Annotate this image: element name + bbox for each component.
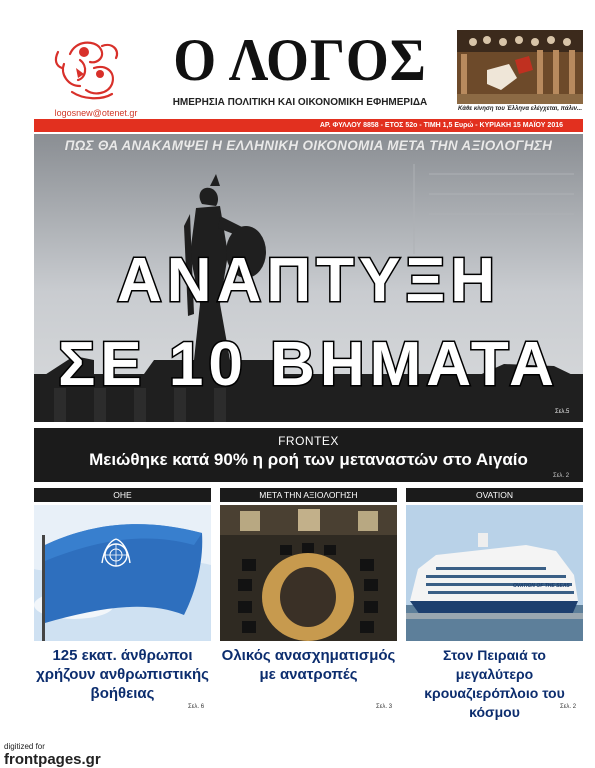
section-label-ovation: OVATION [406, 488, 583, 502]
digitized-label: digitized for [4, 742, 45, 751]
hero-kicker: ΠΩΣ ΘΑ ΑΝΑΚΑΜΨΕΙ Η ΕΛΛΗΝΙΚΗ ΟΙΚΟΝΟΜΙΑ ΜΕΤΑ ΤΗΝ ΑΞΙΟΛΟΓΗΣΗ [64, 138, 553, 153]
article-title-un: 125 εκατ. άνθρωποι χρήζουν ανθρωπιστικής βοήθειας [36, 647, 209, 702]
cartoon-illustration [457, 30, 583, 104]
frontex-kicker: FRONTEX [278, 434, 339, 448]
hero-headline-line1: ΑΝΑΠΤΥΞΗ [117, 246, 500, 315]
article-title-ovation: Στον Πειραιά το μεγαλύτερο κρουαζιερόπλοιο του κόσμου [424, 647, 565, 720]
page-ref-un: Σελ. 6 [188, 704, 205, 710]
article-title-evaluation: Ολικός ανασχηματισμός με ανατροπές [221, 647, 396, 683]
un-emblem-icon [96, 535, 136, 575]
section-label-evaluation: ΜΕΤΑ ΤΗΝ ΑΞΙΟΛΟΓΗΣΗ [220, 488, 397, 502]
newspaper-subtitle: ΗΜΕΡΗΣΙΑ ΠΟΛΙΤΙΚΗ ΚΑΙ ΟΙΚΟΝΟΜΙΚΗ ΕΦΗΜΕΡΙΔΑ [172, 97, 428, 108]
issue-info-bar: ΑΡ. ΦΥΛΛΟΥ 8858 - ΕΤΟΣ 52ο - ΤΙΜΗ 1,5 Ευρώ - ΚΥΡΙΑΚΗ 15 ΜΑΪΟΥ 2016 [34, 119, 583, 132]
page-ref-ovation: Σελ. 2 [560, 704, 577, 710]
page-ref-evaluation: Σελ. 3 [376, 704, 393, 710]
frontex-headline: Μειώθηκε κατά 90% η ροή των μεταναστών στο Αιγαίο [89, 450, 528, 469]
cruise-ship-photo [406, 505, 583, 641]
cabinet-room-photo [220, 505, 397, 641]
cartoon-caption: Κάθε κίνηση του Έλληνα ελέγχεται, πάλιν... [458, 106, 582, 112]
frontex-page-ref: Σελ. 2 [553, 473, 570, 479]
logo-illustration [50, 34, 130, 104]
section-label-un: ΟΗΕ [34, 488, 211, 502]
contact-email: logosnew@otenet.gr [54, 108, 138, 118]
hero-page-ref: Σελ.5 [555, 409, 570, 415]
hero-headline-line2: ΣΕ 10 ΒΗΜΑΤΑ [58, 330, 559, 399]
source-site: frontpages.gr [4, 751, 101, 768]
newspaper-title: Ο ΛΟΓΟΣ [173, 27, 427, 93]
ship-name-label: OVATION OF THE SEAS [513, 583, 570, 589]
